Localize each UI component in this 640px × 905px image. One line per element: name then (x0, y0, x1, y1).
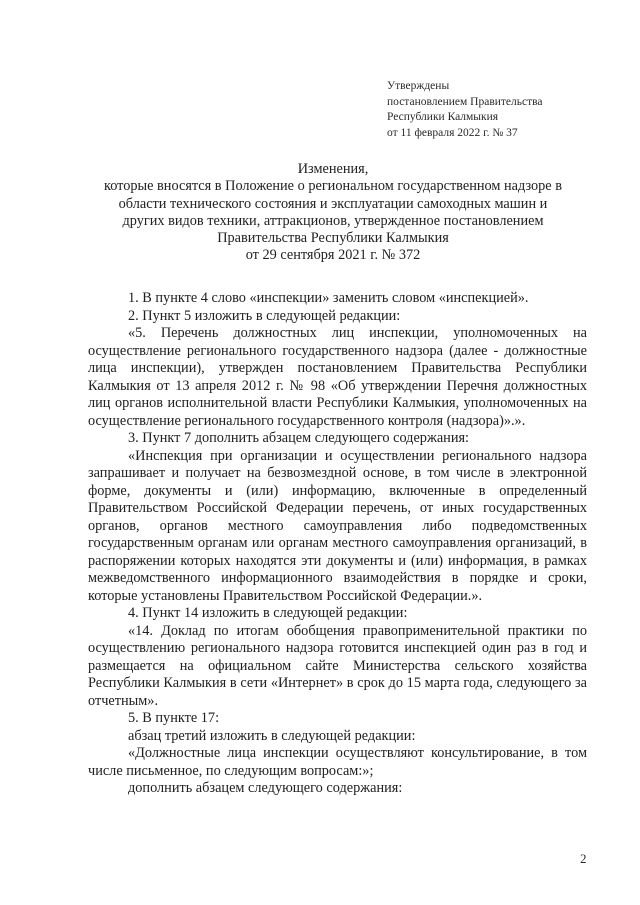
approval-stamp (387, 79, 587, 141)
paragraph: дополнить абзацем следующего содержания: (128, 780, 403, 796)
paragraph: «5. Перечень должностных лиц инспекции, уполномоченных на осуществление регионального государственного надзора (далее - должностные лица инспекции), утвержден постановлением Правительства Республики Калмыкия от 13 апреля 2012 г. № 98 «Об утверждении Перечня должностных лиц органов исполнительной власти Республики Калмыкия, уполномоченных на осуществление регионального государственного контроля (надзора)».». (88, 325, 587, 429)
paragraph: 2. Пункт 5 изложить в следующей редакции: (128, 307, 401, 324)
paragraph: 3. Пункт 7 дополнить абзацем следующего содержания: (128, 430, 470, 446)
approval-line: постановлением Правительства (387, 95, 543, 108)
paragraph: 5. В пункте 17: (128, 710, 220, 726)
heading-line: которые вносятся в Положение о региональном государственном надзоре в (104, 178, 562, 195)
heading-line: других видов техники, аттракционов, утвержденное постановлением (122, 212, 544, 229)
heading-title: Изменения, (297, 161, 369, 177)
paragraph: 1. В пункте 4 слово «инспекции» заменить словом «инспекцией». (128, 290, 529, 306)
approval-line: Республики Калмыкия (387, 111, 499, 123)
paragraph: «Инспекция при организации и осуществлении регионального надзора запрашивает и получает на безвозмездной основе, в том числе в электронной форме, документы и (или) информацию, включенные в определенный Правительством Российской Федерации перечень, от иных государственных органов, органов местного самоуправления либо подведомственных государственным органам или органам местного самоуправления организаций, в распоряжении которых находятся эти документы и (или) информация, в рамках межведомственного информационного взаимодействия в порядке и сроки, которые установлены Правительством Российской Федерации.». (88, 447, 587, 604)
document-body (88, 290, 587, 798)
approval-line: Утверждены (387, 80, 450, 92)
page-number: 2 (580, 851, 587, 866)
document-heading (80, 161, 586, 265)
paragraph: 4. Пункт 14 изложить в следующей редакции: (128, 605, 408, 621)
heading-line: области технического состояния и эксплуатации самоходных машин и (118, 195, 548, 212)
heading-line: Правительства Республики Калмыкия (217, 230, 449, 247)
approval-line: от 11 февраля 2022 г. № 37 (387, 126, 518, 139)
paragraph: «Должностные лица инспекции осуществляют консультирование, в том числе письменное, по следующим вопросам:»; (88, 745, 587, 779)
paragraph: абзац третий изложить в следующей редакции: (128, 727, 416, 744)
paragraph: «14. Доклад по итогам обобщения правоприменительной практики по осуществлению регионального надзора готовится инспекцией один раз в год и размещается на официальном сайте Министерства сельского хозяйства Республики Калмыкия в сети «Интернет» в срок до 15 марта года, следующего за отчетным». (88, 622, 587, 709)
heading-line: от 29 сентября 2021 г. № 372 (245, 247, 421, 264)
